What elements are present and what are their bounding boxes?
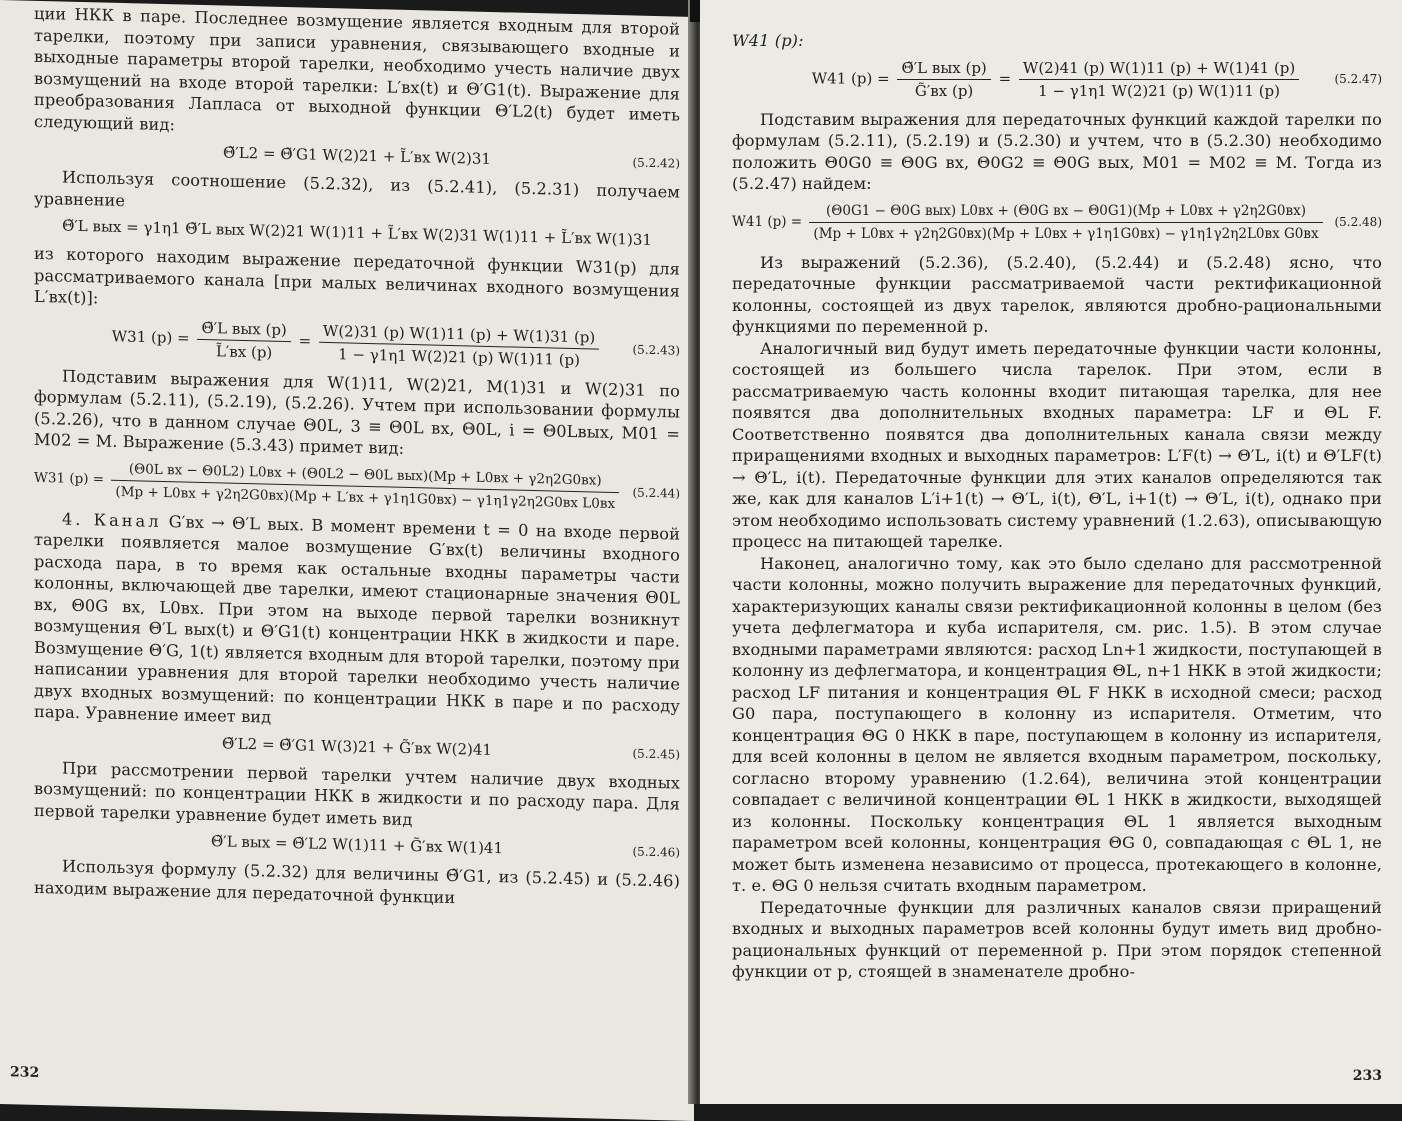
equation-5-2-42-body: Θ̃′L2 = Θ̃′G1 W(2)21 + L̃′вх W(2)31 [223,143,491,168]
fraction [897,58,990,101]
equation-number: (5.2.48) [1334,215,1382,229]
equation-5-2-44-body [34,456,622,513]
equation-number: (5.2.46) [632,844,680,860]
equation-5-2-47-body: W41 (p) = $\frac{\text{Θ̃′L вых (p)}}{G̃'вх (p)}$ = $\frac{W(2)41 (p) W(1)11 (p) + W(1)41 (p)}{1 - \gamma 1\eta 1 W(2)21 (p) W(1)11 (p)}$ [812,58,1303,101]
left-paragraph-3: из которого находим выражение передаточной функции W31(p) для рассматриваемого канала [при малых величинах входного возмущения L′вх(t)]: [34,243,680,308]
fraction-denominator: 1 − γ1η1 W(2)21 (p) W(1)11 (p) [1038,81,1281,100]
equation-unnumbered-body: Θ̃′L вых = γ1η1 Θ̃′L вых W(2)21 W(1)11 + L̃′вх W(2)31 W(1)11 + L̃′вх W(1)31 [62,216,652,249]
fraction-numerator: W(2)31 (p) W(1)11 (p) + W(1)31 (p) [319,320,599,349]
left-paragraph-6: При рассмотрении первой тарелки учтем наличие двух входных возмущений: по концентрации НКК в жидкости и по расходу пара. Для первой тарелки уравнение будет иметь вид [34,758,680,829]
fraction [111,458,619,513]
fraction [197,317,290,362]
page-number: 233 [1352,1068,1382,1084]
fraction-denominator: (Mp + L0вх + γ2η2G0вх)(Mp + L′вх + γ1η1G0вх) − γ1η1γ2η2G0вх L0вх [115,483,616,512]
fraction-numerator: (Θ0G1 − Θ0G вых) L0вх + (Θ0G вх − Θ0G1)(Mp + L0вх + γ2η2G0вх) [809,201,1322,223]
section-heading: 4. Канал [62,509,162,531]
equation-5-2-47 [732,58,1382,101]
fraction [1019,58,1299,101]
w41-label: W41 (p): [732,31,804,50]
equation-number: (5.2.45) [632,745,680,762]
fraction [809,201,1322,244]
equation-5-2-43 [34,313,680,372]
fraction-denominator: G̃′вх (p) [914,81,974,100]
right-page [700,0,1402,1104]
equation-number: (5.2.47) [1334,72,1382,86]
fraction-denominator: (Mp + L0вх + γ2η2G0вх)(Mp + L0вх + γ1η1G0вх) − γ1η1γ2η2L0вх G0вх [813,225,1319,242]
equation-number: (5.2.43) [632,342,680,358]
equation-5-2-48-body [732,201,1326,244]
channel-label: G′вх → Θ′L вых. [168,511,305,534]
paragraph-text: В момент времени t = 0 на входе первой тарелки появляется малое возмущение G′вх(t) величины входного расхода пара, в то время как остальные входны параметры части колонны, включающей две тарелки, имеют стационарные значения Θ0L вх, Θ0G вх, L0вх. При этом на выходе первой тарелки возникнут возмущения Θ′L вых(t) и Θ′G1(t) концентрации НКК в жидкости и паре. Возмущение Θ′G, 1(t) является входным для второй тарелки, поэтому при написании уравнения для второй тарелки необходимо учесть наличие двух входных возмущений: по концентрации НКК в паре и по расходу пара. Уравнение имеет вид [34,515,680,727]
left-paragraph-1: ции НКК в паре. Последнее возмущение является входным для второй тарелки, поэтому при записи уравнения, связывающего входные и выходные параметры второй тарелки, необходимо учесть наличие двух возмущений на входе второй тарелки: L′вх(t) и Θ′G1(t). Выражение для преобразования Лапласа от выходной функции Θ′L2(t) будет иметь следующий вид: [34,3,680,134]
fraction-numerator: Θ̃′L вых (p) [897,58,990,80]
right-paragraph-1: Подставим выражения для передаточных функций каждой тарелки по формулам (5.2.11), (5.2.19) и (5.2.30) и учтем, что в (5.2.30) необходимо положить Θ0G0 ≡ Θ0G вх, Θ0G2 ≡ Θ0G вых, M01 = M02 ≡ M. Тогда из (5.2.47) найдем: [732,109,1382,193]
left-paragraph-7: Используя формулу (5.2.32) для величины Θ̃′G1, из (5.2.45) и (5.2.46) находим выражение для передаточной функции [34,856,680,907]
right-paragraph-2: Из выражений (5.2.36), (5.2.40), (5.2.44) и (5.2.48) ясно, что передаточные функции рассматриваемой части ректификационной колонны, состоящей из двух тарелок, являются дробно-рациональными функциями по переменной p. [732,252,1382,336]
left-paragraph-5 [34,507,680,738]
eq-lhs: W41 (p) = [732,213,803,230]
fraction-denominator: L̃′вх (p) [215,341,273,362]
fraction-numerator: W(2)41 (p) W(1)11 (p) + W(1)41 (p) [1019,58,1299,80]
right-paragraph-4: Наконец, аналогично тому, как это было сделано для рассмотренной части колонны, можно получить выражение для передаточных функций, характеризующих каналы связи ректификационной колонны в целом (без учета дефлегматора и куба испарителя, см. рис. 1.5). В этом случае входными параметрами являются: расход Ln+1 жидкости, поступающей в колонну из дефлегматора, и концентрация ΘL, n+1 НКК в этой жидкости; расход LF питания и концентрация ΘL F НКК в исходной смеси; расход G0 пара, поступающего в колонну из испарителя. Отметим, что концентрация ΘG 0 НКК в паре, поступающем в колонну из испарителя, для всей колонны в целом не является входным параметром, поскольку, согласно второму уравнению (1.2.64), величина этой концентрации совпадает с величиной концентрации ΘL 1 НКК в жидкости, выходящей из колонны. Поскольку концентрация ΘL 1 является выходным параметром всей колонны, концентрация ΘG 0, совпадающая с ΘL 1, не может быть изменена независимо от процесса, протекающего в колонне, т. е. ΘG 0 нельзя считать входным параметром. [732,553,1382,895]
eq-lhs: W31 (p) = [34,469,105,488]
page-number: 232 [10,1064,40,1081]
equation-5-2-48 [732,201,1382,244]
left-page [0,0,694,1121]
left-paragraph-4: Подставим выражения для W(1)11, W(2)21, M(1)31 и W(2)31 по формулам (5.2.11), (5.2.19), (5.2.26). Учтем при использовании формулы (5.2.26), что в данном случае Θ0L, 3 ≡ Θ0L вх, Θ0L, i = Θ0Lвых, M01 = M02 = M. Выражение (5.3.43) примет вид: [34,366,680,458]
equation-number: (5.2.42) [632,155,680,171]
fraction-denominator: 1 − γ1η1 W(2)21 (p) W(1)11 (p) [338,344,581,369]
fraction-numerator: (Θ0L вх − Θ0L2) L0вх + (Θ0L2 − Θ0L вых)(Mp + L0вх + γ2η2G0вх) [111,458,619,492]
right-paragraph-3: Аналогичный вид будут иметь передаточные функции части колонны, состоящей из большего числа тарелок. При этом, если в рассматриваемую часть колонны входит питающая тарелка, для нее появятся два дополнительных входных параметра: LF и ΘL F. Соответственно появятся два дополнительных канала связи между приращениями входных и выходных параметров: L′F(t) → Θ′L, i(t) и Θ′LF(t) → Θ′L, i(t). Передаточные функции для этих каналов определяются так же, как для каналов L′i+1(t) → Θ′L, i(t), Θ′L, i+1(t) → Θ′L, i(t), однако при этом необходимо использовать систему уравнений (1.2.63), описывающую процесс на питающей тарелке. [732,338,1382,551]
eq-lhs: W31 (p) = [111,326,190,347]
equation-5-2-44 [34,456,680,515]
left-paragraph-2: Используя соотношение (5.2.32), из (5.2.41), (5.2.31) получаем уравнение [34,167,680,210]
right-paragraph-5: Передаточные функции для различных каналов связи приращений входных и выходных параметров всей колонны будут иметь вид дробно-рациональных функций от переменной p. При этом порядок степенной функции от p, стоящей в знаменателе дробно- [732,897,1382,981]
fraction-numerator: Θ̃′L вых (p) [197,317,290,341]
equation-5-2-43-body: W31 (p) = $\frac{\text{Θ̃′L вых (p)}}{L̃'вх (p)}$ = $\frac{W(2)31 (p) W(1)11 (p) + W(1)31 (p)}{1 - \gamma 1\eta 1 W(2)21 (p) W(1)11 (p)}$ [112,315,603,370]
eq-lhs: W41 (p) = [811,69,890,87]
equation-number: (5.2.44) [632,485,680,501]
fraction [319,320,599,370]
equation-5-2-45-body: Θ̃′L2 = Θ̃′G1 W(3)21 + G̃′вх W(2)41 [222,733,492,759]
equation-5-2-46-body: Θ̃′L вых = Θ̃′L2 W(1)11 + G̃′вх W(1)41 [210,832,504,858]
